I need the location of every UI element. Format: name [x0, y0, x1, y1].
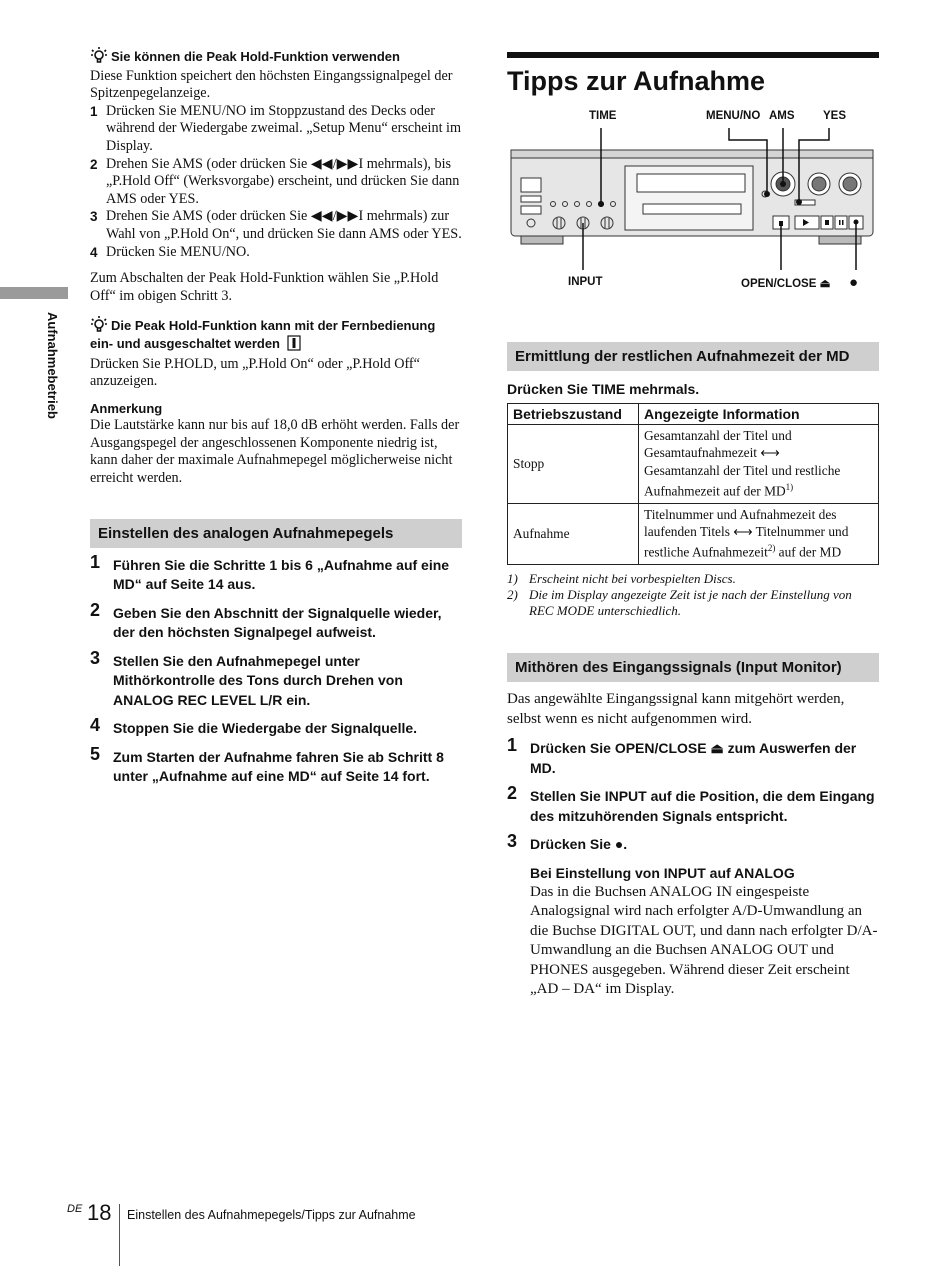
subsection-heading: Bei Einstellung von INPUT auf ANALOG	[530, 864, 795, 881]
label-yes: YES	[823, 110, 847, 122]
table-cell: Titelnummer und Aufnahmezeit des laufenden Titels ⟷ Titelnummer und restliche Aufnahmezeit$^{2)}$ auf der MD	[639, 503, 879, 564]
list-item: 2 Drehen Sie AMS (oder drücken Sie ◀◀/▶▶I mehrmals), bis „P.Hold Off“ (Werksvorgabe) erscheint, und drücken Sie dann AMS oder YES.	[90, 155, 460, 207]
instruction-time: Drücken Sie TIME mehrmals.	[507, 381, 700, 397]
list-item: 4 Drücken Sie MENU/NO.	[90, 243, 250, 260]
footnote: 1) Erscheint nicht bei vorbespielten Discs.	[507, 571, 736, 587]
list-item: 2 Geben Sie den Abschnitt der Signalquelle wieder, der den höchsten Signalpegel aufweist.	[90, 599, 442, 641]
time-info-table	[507, 403, 879, 565]
peak-hold-steps	[90, 103, 462, 261]
label-rec: ●	[849, 274, 859, 291]
tip-heading-remote: Die Peak Hold-Funktion kann mit der Fernbedienung ein- und ausgeschaltet werden	[90, 315, 462, 352]
analog-level-steps	[90, 551, 462, 787]
list-item: 1 Führen Sie die Schritte 1 bis 6 „Aufnahme auf eine MD“ auf Seite 14 aus.	[90, 551, 450, 593]
section-heading-remaining-time: Ermittlung der restlichen Aufnahmezeit der MD	[507, 342, 879, 371]
title-rule	[507, 52, 879, 58]
label-open-close: OPEN/CLOSE ⏏	[741, 278, 831, 290]
footnote: 2) Die im Display angezeigte Zeit ist je nach der Einstellung von REC MODE unterschiedlich.	[507, 587, 852, 619]
page-title: Tipps zur Aufnahme	[507, 66, 766, 96]
subsection-text: Das in die Buchsen ANALOG IN eingespeiste Analogsignal wird nach erfolgter A/D-Umwandlung an die Buchse DIGITAL OUT, und dann nach erfolgter D/A-Umwandlung an die Buchsen ANALOG OUT und PHONES ausgegeben. Während dieser Zeit erscheint „AD – DA“ im Display.	[530, 883, 878, 998]
label-time: TIME	[589, 110, 617, 122]
table-row	[508, 503, 879, 564]
lightbulb-icon	[90, 46, 108, 64]
list-item: 5 Zum Starten der Aufnahme fahren Sie ab Schritt 8 unter „Aufnahme auf eine MD“ auf Seite 14 fort.	[90, 743, 444, 785]
deck-drawing	[507, 110, 879, 290]
note-heading: Anmerkung	[90, 400, 163, 416]
input-monitor-steps	[507, 735, 879, 855]
label-menu-no: MENU/NO	[706, 110, 761, 122]
page-number: 18	[87, 1200, 112, 1225]
peak-hold-off-text: Zum Abschalten der Peak Hold-Funktion wählen Sie „P.Hold Off“ im obigen Schritt 3.	[90, 270, 439, 304]
table-cell: Gesamtanzahl der Titel und Gesamtaufnahmezeit ⟷ Gesamtanzahl der Titel und restliche Aufnahmezeit auf der MD$^{1)}$	[639, 425, 879, 504]
analog-subsection	[507, 864, 879, 1000]
footer-divider	[119, 1204, 120, 1266]
list-item: 1 Drücken Sie MENU/NO im Stoppzustand des Decks oder während der Wiedergabe zweimal. „Setup Menu“ erscheint im Display.	[90, 102, 462, 154]
list-item: 4 Stoppen Sie die Wiedergabe der Signalquelle.	[90, 715, 418, 737]
input-monitor-intro: Das angewählte Eingangssignal kann mitgehört werden, selbst wenn es nicht aufgenommen wird.	[507, 691, 845, 727]
list-item: 3 Drücken Sie ●.	[507, 831, 628, 853]
list-item: 3 Stellen Sie den Aufnahmepegel unter Mithörkontrolle des Tons durch Drehen von ANALOG REC LEVEL L/R ein.	[90, 647, 403, 708]
table-header-row	[508, 404, 879, 425]
tip-heading-peak-hold: Sie können die Peak Hold-Funktion verwenden	[90, 46, 462, 66]
list-item: 2 Stellen Sie INPUT auf die Position, die dem Eingang des mitzuhörenden Signals entspricht.	[507, 783, 875, 824]
note-text: Die Lautstärke kann nur bis auf 18,0 dB erhöht werden. Falls der Ausgangspegel der angeschlossenen Komponente niedrig ist, kann daher der maximale Aufnahmepegel möglicherweise nicht erreicht werden.	[90, 417, 460, 487]
footer-language: DE	[67, 1203, 83, 1215]
table-header: Betriebszustand	[508, 404, 639, 425]
remote-text: Drücken Sie P.HOLD, um „P.Hold On“ oder „P.Hold Off“ anzuzeigen.	[90, 355, 420, 390]
list-item: 3 Drehen Sie AMS (oder drücken Sie ◀◀/▶▶I mehrmals) zur Wahl von „P.Hold On“, und drücken Sie dann AMS oder YES.	[90, 208, 462, 242]
tip-intro: Diese Funktion speichert den höchsten Eingangssignalpegel der Spitzenpegelanzeige.	[90, 67, 453, 102]
footer-text: Einstellen des Aufnahmepegels/Tipps zur Aufnahme	[127, 1208, 416, 1222]
label-input: INPUT	[568, 276, 603, 288]
table-header: Angezeigte Information	[639, 404, 879, 425]
section-heading-input-monitor: Mithören des Eingangssignals (Input Monitor)	[507, 653, 879, 682]
table-cell: Aufnahme	[508, 503, 639, 564]
left-column	[90, 46, 462, 796]
remote-control-icon	[287, 335, 301, 351]
footnotes	[507, 571, 879, 619]
table-cell: Stopp	[508, 425, 639, 504]
label-ams: AMS	[769, 110, 795, 122]
section-heading-analog-level: Einstellen des analogen Aufnahmepegels	[90, 519, 462, 548]
right-column	[507, 52, 879, 1000]
chapter-tab-label: Aufnahmebetrieb	[45, 312, 60, 419]
list-item: 1 Drücken Sie OPEN/CLOSE ⏏ zum Auswerfen der MD.	[507, 735, 857, 776]
table-row	[508, 425, 879, 504]
chapter-tab-marker	[0, 287, 68, 299]
lightbulb-icon	[90, 315, 108, 333]
deck-front-panel-diagram	[507, 110, 879, 290]
